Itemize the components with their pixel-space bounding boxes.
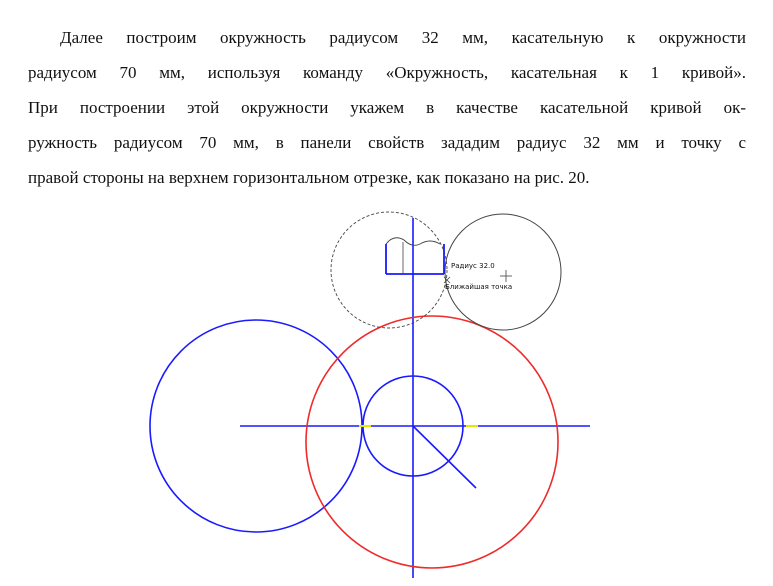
cursor-segment-icon [386, 238, 444, 274]
paragraph-line-5: правой стороны на верхнем горизонтальном отрезке, как показано на рис. 20. [28, 168, 590, 187]
tooltip-snap-label: Ближайшая точка [445, 283, 513, 291]
paragraph-line-2: радиусом 70 мм, используя команду «Окружность, касательная к 1 кривой». [28, 63, 746, 82]
red-circle [306, 316, 558, 568]
radius-diagonal-line [413, 426, 476, 488]
preview-tangent-circle [445, 214, 561, 330]
phantom-dashed-circle [331, 212, 447, 328]
paragraph-line-3: При построении этой окружности укажем в качестве касательной кривой ок- [28, 98, 746, 117]
paragraph-line-4: ружность радиусом 70 мм, в панели свойств зададим радиус 32 мм и точку с [28, 133, 746, 152]
tooltip-radius-label: Радиус 32.0 [451, 262, 495, 270]
paragraph-line-1: Далее построим окружность радиусом 32 мм, касательную к окружности [60, 28, 746, 47]
crosshair-cursor-icon [500, 270, 512, 282]
